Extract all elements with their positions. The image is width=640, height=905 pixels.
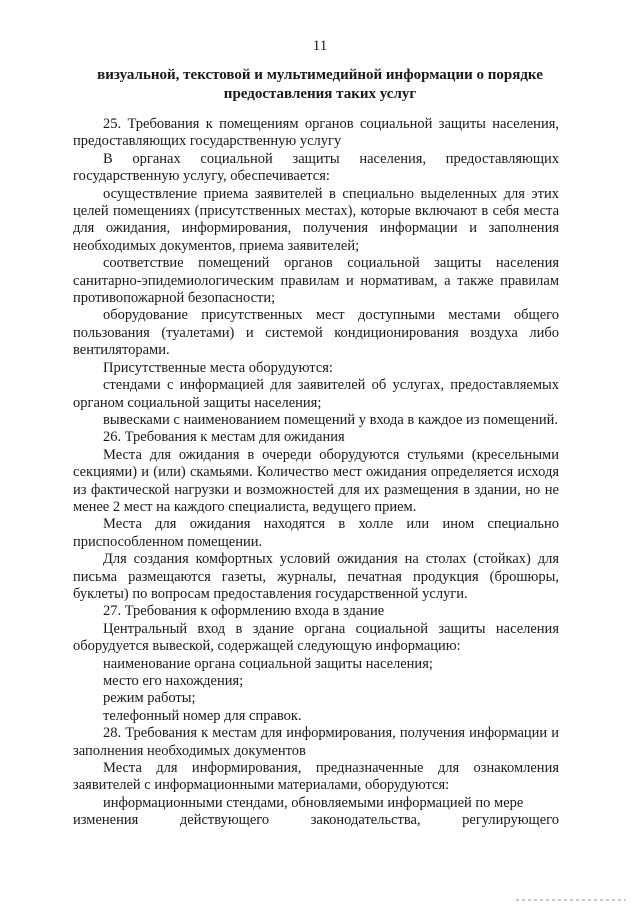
paragraph: режим работы; [103, 690, 196, 707]
scan-artifact [516, 899, 626, 901]
paragraph: Места для ожидания находятся в холле или ином специально приспособленном помещении. [73, 516, 559, 550]
page-number: 11 [312, 38, 328, 54]
paragraph: Присутственные места оборудуются: [103, 359, 333, 376]
paragraph: место его нахождения; [103, 673, 244, 689]
paragraph: вывесками с наименованием помещений у входа в каждое из помещений. [103, 411, 559, 428]
paragraph: Места для информирования, предназначенные для ознакомления заявителей с информационными материалами, оборудуются: [73, 760, 559, 794]
section-heading [70, 66, 570, 104]
word: регулирующего [462, 812, 559, 829]
word: законодательства, [310, 812, 421, 829]
document-body [73, 116, 559, 830]
paragraph: В органах социальной защиты населения, предоставляющих государственную услугу, обеспечивается: [73, 150, 559, 185]
paragraph: 25. Требования к помещениям органов социальной защиты населения, предоставляющих государственную услугу [73, 116, 559, 150]
paragraph: Для создания комфортных условий ожидания на столах (стойках) для письма размещаются газеты, журналы, печатная продукция (брошюры, буклеты) по вопросам предоставления государственной услуги. [73, 551, 559, 602]
word: изменения [73, 812, 139, 829]
paragraph: соответствие помещений органов социальной защиты населения санитарно-эпидемиологическим правилам и нормативам, а также правилам противопожарной безопасности; [73, 255, 559, 307]
paragraph: стендами с информацией для заявителей об услугах, предоставляемых органом социальной защиты населения; [73, 377, 559, 411]
paragraph: 26. Требования к местам для ожидания [103, 429, 345, 446]
paragraph: 27. Требования к оформлению входа в здание [103, 603, 385, 620]
heading-line: предоставления таких услуг [223, 86, 417, 102]
word: действующего [179, 812, 270, 829]
paragraph: 28. Требования к местам для информирования, получения информации и заполнения необходимых документов [73, 725, 559, 759]
paragraph: осуществление приема заявителей в специально выделенных для этих целей помещениях (присутственных местах), которые включают в себя места для ожидания, информирования, получения информации и заполнения необходимых документов, приема заявителей; [73, 185, 559, 254]
paragraph: наименование органа социальной защиты населения; [103, 655, 433, 672]
paragraph-last-line [73, 812, 559, 829]
paragraph: телефонный номер для справок. [103, 707, 302, 724]
paragraph: Места для ожидания в очереди оборудуются стульями (кресельными секциями) и (или) скамьями. Количество мест ожидания определяется исходя из фактической нагрузки и возможностей для их размещения в здании, но не менее 2 мест на каждого специалиста, ведущего прием. [73, 446, 559, 515]
paragraph: оборудование присутственных мест доступными местами общего пользования (туалетами) и системой кондиционирования воздуха либо вентиляторами. [73, 307, 559, 359]
paragraph-first-line: информационными стендами, обновляемыми информацией по мере [103, 794, 524, 811]
heading-line: визуальной, текстовой и мультимедийной информации о порядке [97, 67, 543, 83]
paragraph: Центральный вход в здание органа социальной защиты населения оборудуется вывеской, содержащей следующую информацию: [73, 620, 559, 655]
